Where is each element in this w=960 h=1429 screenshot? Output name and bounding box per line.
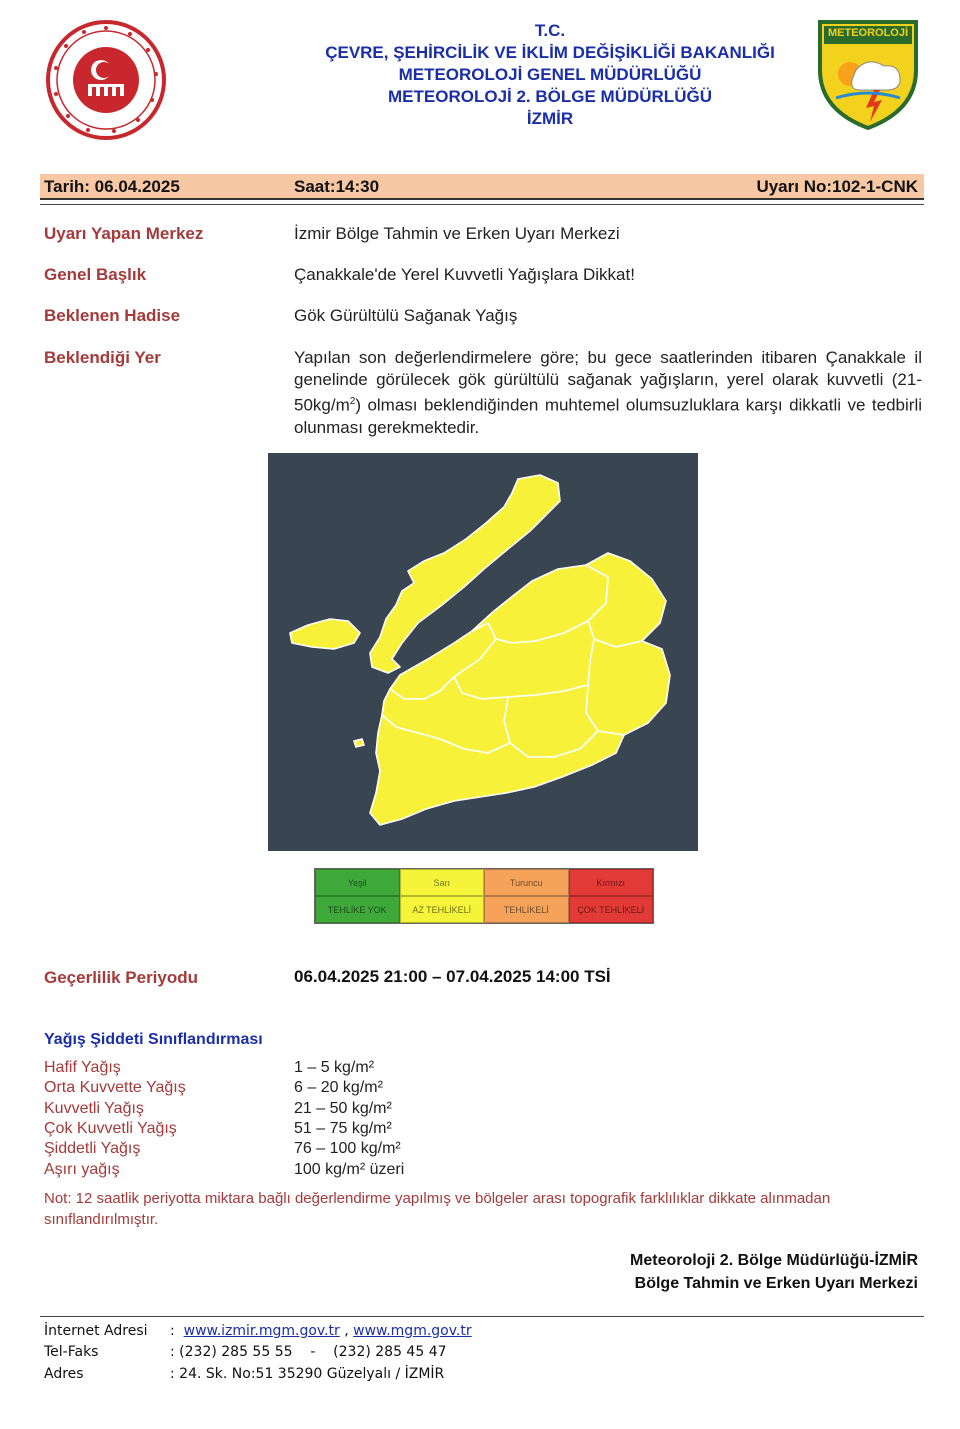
place-text-post: ) olması beklendiğinden muhtemel olumsuzluklara karşı dikkatli ve tedbirli olunması gerekmektedir. <box>294 395 922 437</box>
classification-row <box>44 1099 604 1119</box>
header-regional: METEOROLOJİ 2. BÖLGE MÜDÜRLÜĞÜ <box>388 87 712 106</box>
date-bar <box>40 174 924 200</box>
center-value: İzmir Bölge Tahmin ve Erken Uyarı Merkezi <box>294 224 620 243</box>
signature <box>630 1249 918 1295</box>
classification-value: 76 – 100 kg/m² <box>294 1140 401 1158</box>
legend-level-orange: TEHLİKELİ <box>484 896 569 923</box>
footer-web-label: İnternet Adresi <box>44 1322 148 1339</box>
footer-address-label: Adres <box>44 1365 84 1382</box>
warning-map <box>268 453 698 851</box>
classification-name: Hafif Yağış <box>44 1059 121 1077</box>
classification-value: 21 – 50 kg/m² <box>294 1099 392 1117</box>
classification-row <box>44 1139 604 1159</box>
classification-name: Şiddetli Yağış <box>44 1140 141 1158</box>
legend-name-orange: Turuncu <box>484 869 569 896</box>
ministry-logo <box>44 18 168 142</box>
footer-row-tel <box>44 1342 472 1364</box>
header-titles <box>270 20 830 130</box>
map-region-gokceada <box>290 619 360 649</box>
footer-web-value: : www.izmir.mgm.gov.tr , www.mgm.gov.tr <box>170 1322 472 1339</box>
footer-address-value: : 24. Sk. No:51 35290 Güzelyalı / İZMİR <box>170 1365 445 1382</box>
warning-number: Uyarı No:102-1-CNK <box>756 177 918 196</box>
place-text-sup: 2 <box>349 396 356 407</box>
header-tc: T.C. <box>534 21 566 40</box>
header-directorate: METEOROLOJİ GENEL MÜDÜRLÜĞÜ <box>398 65 702 84</box>
note-text: Not: 12 saatlik periyotta miktara bağlı değerlendirme yapılmış ve bölgeler arası topografik farklılıklar dikkate alınmadan sınıflandırılmıştır. <box>44 1190 831 1228</box>
classification-name: Aşırı yağış <box>44 1160 120 1178</box>
divider <box>40 204 924 205</box>
footer-row-address <box>44 1363 472 1385</box>
footer-tel-label: Tel-Faks <box>44 1344 99 1361</box>
classification-row <box>44 1058 604 1078</box>
legend-level-red: ÇOK TEHLİKELİ <box>569 896 654 923</box>
warning-legend <box>314 868 654 924</box>
title-label: Genel Başlık <box>44 265 147 284</box>
header-city: İZMİR <box>526 109 574 128</box>
footer-link-separator: , <box>339 1322 354 1339</box>
footer <box>44 1320 472 1385</box>
map-region-can <box>586 639 670 735</box>
validity-label: Geçerlilik Periyodu <box>44 968 199 987</box>
classification-list <box>44 1058 604 1180</box>
classification-value: 6 – 20 kg/m² <box>294 1079 383 1097</box>
time-text: Saat:14:30 <box>294 177 380 196</box>
place-value <box>294 347 922 439</box>
classification-row <box>44 1159 604 1179</box>
classification-title: Yağış Şiddeti Sınıflandırması <box>44 1031 263 1048</box>
event-value: Gök Gürültülü Sağanak Yağış <box>294 306 518 325</box>
date-text: Tarih: 06.04.2025 <box>44 177 180 196</box>
footer-link-izmir[interactable]: www.izmir.mgm.gov.tr <box>183 1322 340 1339</box>
footer-row-web <box>44 1320 472 1342</box>
classification-value: 51 – 75 kg/m² <box>294 1120 392 1138</box>
center-label: Uyarı Yapan Merkez <box>44 224 204 243</box>
signature-line1: Meteoroloji 2. Bölge Müdürlüğü-İZMİR <box>630 1252 918 1269</box>
meteoroloji-logo <box>816 18 920 130</box>
legend-name-green: Yeşil <box>315 869 400 896</box>
event-label: Beklenen Hadise <box>44 306 181 325</box>
map-region-bozcaada <box>354 739 364 747</box>
legend-name-yellow: Sarı <box>400 869 485 896</box>
place-label: Beklendiği Yer <box>44 348 161 367</box>
signature-line2: Bölge Tahmin ve Erken Uyarı Merkezi <box>634 1275 918 1292</box>
validity-value: 06.04.2025 21:00 – 07.04.2025 14:00 TSİ <box>294 967 611 986</box>
classification-name: Kuvvetli Yağış <box>44 1099 144 1117</box>
classification-name: Orta Kuvvette Yağış <box>44 1079 186 1097</box>
classification-row <box>44 1119 604 1139</box>
classification-name: Çok Kuvvetli Yağış <box>44 1120 177 1138</box>
classification-row <box>44 1078 604 1098</box>
footer-link-mgm[interactable]: www.mgm.gov.tr <box>353 1322 472 1339</box>
place-text-pre: Yapılan son değerlendirmelere göre; bu gece saatlerinden itibaren Çanakkale il genelinde görülecek gök gürültülü sağanak yağışların, yerel olarak kuvvetli (21-50kg/m <box>294 348 922 415</box>
footer-divider <box>40 1316 924 1317</box>
footer-tel-value: : (232) 285 55 55 - (232) 285 45 47 <box>170 1344 447 1361</box>
meteoroloji-logo-text: METEOROLOJİ <box>827 27 909 39</box>
header-ministry: ÇEVRE, ŞEHİRCİLİK VE İKLİM DEĞİŞİKLİĞİ BAKANLIĞI <box>325 43 775 62</box>
legend-level-yellow: AZ TEHLİKELİ <box>400 896 485 923</box>
title-value: Çanakkale'de Yerel Kuvvetli Yağışlara Dikkat! <box>294 265 635 284</box>
legend-level-green: TEHLİKE YOK <box>315 896 400 923</box>
classification-value: 100 kg/m² üzeri <box>294 1160 405 1178</box>
legend-name-red: Kırmızı <box>569 869 654 896</box>
classification-value: 1 – 5 kg/m² <box>294 1059 375 1077</box>
